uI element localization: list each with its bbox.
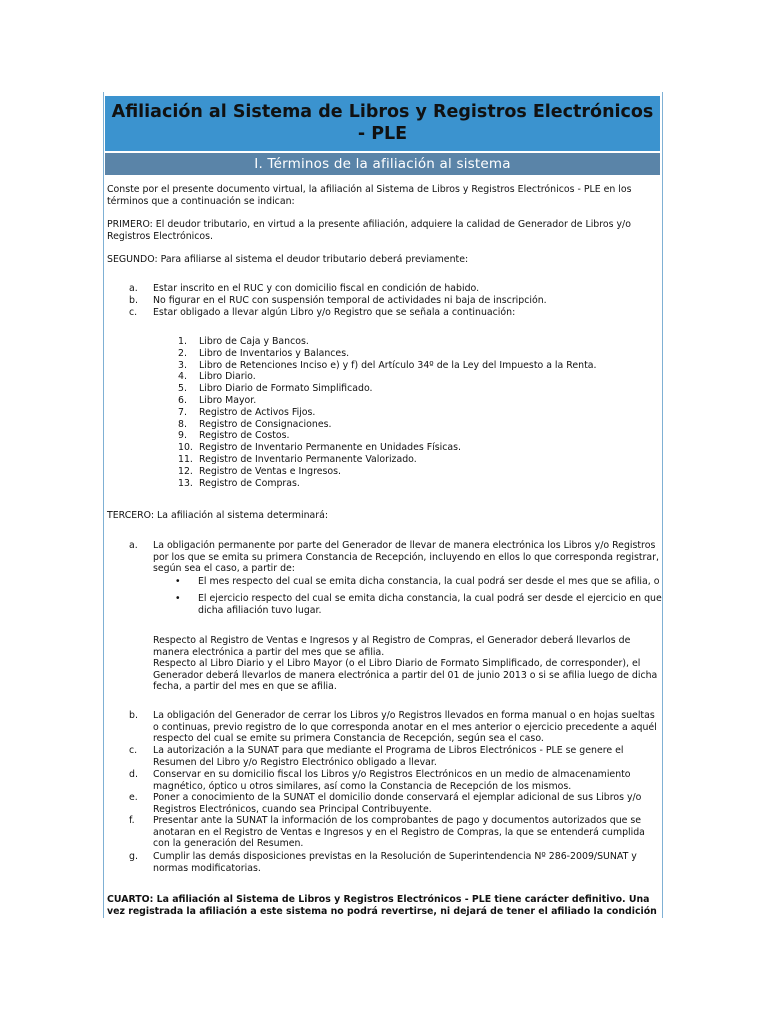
list-marker: 1. [178,336,187,347]
list-text: Poner a conocimiento de la SUNAT el domicilio donde conservará el ejemplar adicional de sus Libros y/o Registros Electrónicos, cuando sea Principal Contribuyente. [153,792,642,815]
list-marker: g. [129,851,138,862]
segundo-paragraph: SEGUNDO: Para afiliarse al sistema el deudor tributario deberá previamente: [107,254,469,265]
bullet-icon: • [175,593,181,604]
list-text: Registro de Ventas e Ingresos. [199,465,342,477]
respecto-paragraph: Respecto al Registro de Ventas e Ingresos y al Registro de Compras, el Generador deberá llevarlos de manera electrónica a partir del mes que se afilia. [153,635,631,658]
list-marker: b. [129,710,138,721]
list-marker: 3. [178,359,187,371]
list-text: La obligación del Generador de cerrar los Libros y/o Registros llevados en forma manual o en hojas sueltas o continuas, previo registro de lo que corresponda anotar en el mes anterior o ejercicio precedente a aquél respecto del cual se emite su primera Constancia de Recepción, según sea el caso. [153,710,657,745]
tercero-paragraph: TERCERO: La afiliación al sistema determinará: [107,510,329,521]
list-text: Libro Diario. [199,371,256,383]
intro-paragraph: Conste por el presente documento virtual, la afiliación al Sistema de Libros y Registros Electrónicos - PLE en los términos que a continuación se indican: [107,184,632,207]
list-text: Cumplir las demás disposiciones previstas en la Resolución de Superintendencia Nº 286-2009/SUNAT y normas modificatorias. [153,851,637,874]
page-title: Afiliación al Sistema de Libros y Registros Electrónicos - PLE [105,96,660,151]
list-marker: 8. [178,418,187,430]
list-marker: 11. [178,454,193,465]
list-text: Registro de Consignaciones. [199,418,332,430]
list-marker: f. [129,815,135,826]
list-text: La autorización a la SUNAT para que mediante el Programa de Libros Electrónicos - PLE se genere el Resumen del Libro y/o Registro Electrónico obligado a llevar. [153,745,624,768]
document-frame [103,92,663,918]
list-marker: e. [129,792,138,803]
bullet-icon: • [175,576,181,587]
list-marker: a. [129,283,138,294]
list-marker: 13. [178,477,193,489]
list-text: El mes respecto del cual se emita dicha constancia, la cual podrá ser desde el mes que se afilia, o [198,576,660,587]
list-text: La obligación permanente por parte del Generador de llevar de manera electrónica los Libros y/o Registros por los que se emita su primera Constancia de Recepción, incluyendo en ellos lo que corresponda registrar, según sea el caso, a partir de: [153,540,659,575]
list-text: No figurar en el RUC con suspensión temporal de actividades ni baja de inscripción. [153,295,547,306]
list-marker: c. [129,745,138,756]
list-text: Registro de Costos. [199,430,290,442]
cuarto-paragraph: CUARTO: La afiliación al Sistema de Libros y Registros Electrónicos - PLE tiene carácter definitivo. Una vez registrada la afiliación a este sistema no podrá revertirse, ni dejará de tener el afiliado la condición [107,894,657,917]
respecto-paragraph: Respecto al Libro Diario y el Libro Mayor (o el Libro Diario de Formato Simplificado, de corresponder), el Generador deberá llevarlos de manera electrónica a partir del 01 de junio 2013 o si se afilia luego de dicha fecha, a partir del mes en que se afilia. [153,658,658,693]
list-marker: 7. [178,406,187,418]
list-text: Libro Diario de Formato Simplificado. [199,383,373,395]
list-text: Libro de Retenciones Inciso e) y f) del Artículo 34º de la Ley del Impuesto a la Renta. [199,359,597,371]
section-heading: I. Términos de la afiliación al sistema [105,153,660,175]
list-marker: c. [129,307,138,318]
list-marker: a. [129,540,138,551]
list-text: Presentar ante la SUNAT la información de los comprobantes de pago y documentos autorizados que se anotaran en el Registro de Ventas e Ingresos y en el Registro de Compras, la que se entenderá cumplida con la generación del Resumen. [153,815,645,850]
list-text: Estar obligado a llevar algún Libro y/o Registro que se señala a continuación: [153,307,516,318]
list-text: Registro de Activos Fijos. [199,406,316,418]
list-marker: 9. [178,430,187,442]
list-marker: 10. [178,442,193,454]
list-text: Registro de Inventario Permanente en Unidades Físicas. [199,442,461,454]
list-marker: 12. [178,465,193,477]
list-text: Libro de Inventarios y Balances. [199,347,350,359]
list-text: Libro Mayor. [199,395,257,406]
primero-paragraph: PRIMERO: El deudor tributario, en virtud a la presente afiliación, adquiere la calidad de Generador de Libros y/o Registros Electrónicos. [107,219,631,242]
list-text: El ejercicio respecto del cual se emita dicha constancia, la cual podrá ser desde el ejercicio en que dicha afiliación tuvo lugar. [198,593,662,616]
list-marker: d. [129,769,138,780]
list-marker: 2. [178,347,187,359]
list-text: Registro de Compras. [199,477,300,489]
list-marker: 6. [178,395,187,406]
list-marker: b. [129,295,138,306]
list-marker: 4. [178,371,187,383]
list-text: Estar inscrito en el RUC y con domicilio fiscal en condición de habido. [153,283,480,294]
list-text: Registro de Inventario Permanente Valorizado. [199,454,417,465]
list-text: Libro de Caja y Bancos. [199,336,309,347]
list-text: Conservar en su domicilio fiscal los Libros y/o Registros Electrónicos en un medio de almacenamiento magnético, óptico u otros similares, así como la Constancia de Recepción de los mismos. [153,769,631,792]
list-marker: 5. [178,383,187,395]
